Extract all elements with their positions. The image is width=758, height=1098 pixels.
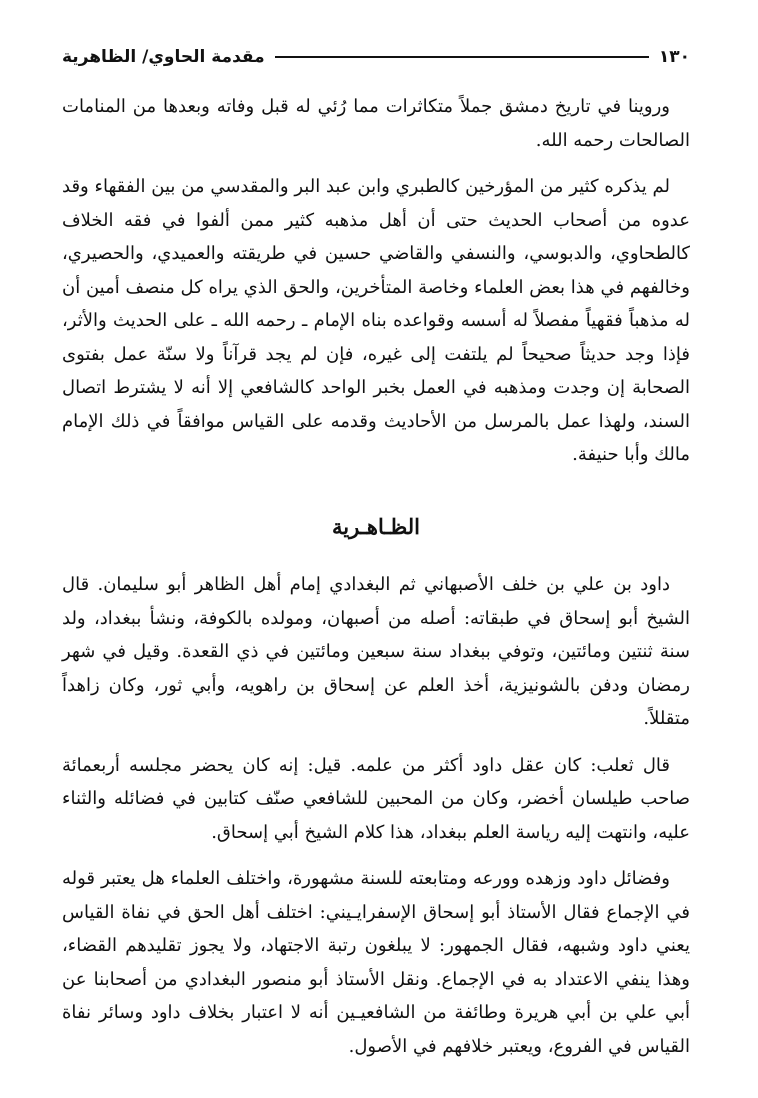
main-text [62, 90, 690, 1063]
section-paragraph-3: وفضائل داود وزهده وورعه ومتابعته للسنة مشهورة، واختلف العلماء هل يعتبر قوله في الإجماع فقال الأستاذ أبو إسحاق الإسفرايـيني: اختلف أهل الحق في نفاة القياس يعني داود وشبهه، فقال الجمهور: لا يبلغون رتبة الاجتهاد، ولا يجوز تقليدهم القضاء، وهذا ينفي الاعتداد به في الإجماع. ونقل الأستاذ أبو منصور البغدادي من أصحابنا عن أبي علي بن أبي هريرة وطائفة من الشافعيـين أنه لا اعتبار بخلاف داود وسائر نفاة القياس في الفروع، ويعتبر خلافهم في الأصول. [62, 868, 690, 1057]
running-header [62, 44, 690, 70]
paragraph-1: وروينا في تاريخ دمشق جملاً متكاثرات مما رُئي له قبل وفاته وبعدها من المنامات الصالحات رحمه الله. [62, 96, 690, 151]
running-title: مقدمة الحاوي/ الظاهرية [62, 47, 265, 67]
paragraph-2: لم يذكره كثير من المؤرخين كالطبري وابن عبد البر والمقدسي من بين الفقهاء وقد عدوه من أصحاب الحديث حتى أن أهل مذهبه كثير ممن ألفوا في فقه الخلاف كالطحاوي، والدبوسي، والنسفي والقاضي حسين في طريقته والعميدي، والحصيري، وخالفهم في هذا بعض العلماء وخاصة المتأخرين، والحق الذي يراه كل منصف أمين أن له مذهباً فقهياً مفصلاً له أسسه وقواعده بناه الإمام ـ رحمه الله ـ على الحديث والأثر، فإذا وجد حديثاً صحيحاً لم يلتفت إلى غيره، فإن لم يجد قرآناً ولا سنّة عمل بفتوى الصحابة إن وجدت ومذهبه في العمل بخبر الواحد كالشافعي إلا أنه لا يشترط اتصال السند، ولهذا عمل بالمرسل من الأحاديث وقدمه على القياس موافقاً في ذلك الإمام مالك وأبا حنيفة. [62, 176, 690, 465]
section-paragraph-1: داود بن علي بن خلف الأصبهاني ثم البغدادي إمام أهل الظاهر أبو سليمان. قال الشيخ أبو إسحاق في طبقاته: أصله من أصبهان، ومولده بالكوفة، ونشأ ببغداد، ولد سنة ثنتين ومائتين، وتوفي ببغداد سنة سبعين ومائتين في ذي القعدة. وقيل في شهر رمضان ودفن بالشونيزية، أخذ العلم عن إسحاق بن راهويه، وأبي ثور، وكان زاهداً متقللاً. [62, 574, 690, 729]
page-number: ١٣٠ [658, 47, 690, 67]
header-rule [275, 56, 649, 58]
section-heading: الظـاهـرية [332, 513, 420, 539]
section-paragraph-2: قال ثعلب: كان عقل داود أكثر من علمه. قيل: إنه كان يحضر مجلسه أربعمائة صاحب طيلسان أخضر، وكان من المحبين للشافعي صنّف كتابين في فضائله والثناء عليه، وانتهت إليه رياسة العلم ببغداد، هذا كلام الشيخ أبي إسحاق. [62, 754, 690, 843]
